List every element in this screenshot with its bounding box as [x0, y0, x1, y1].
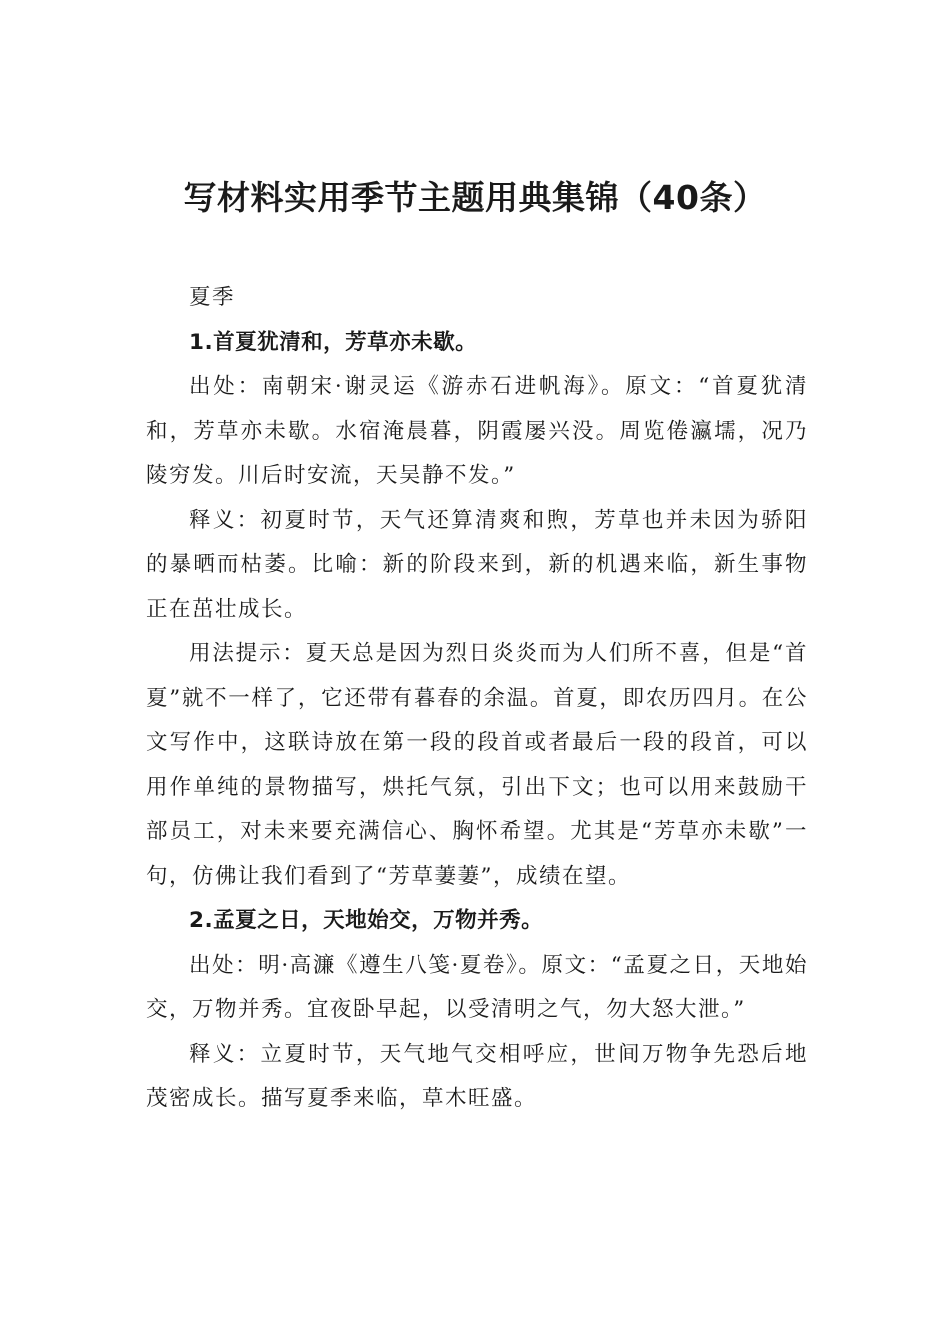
entry-source: 出处：南朝宋·谢灵运《游赤石进帆海》。原文：“首夏犹清和，芳草亦未歇。水宿淹晨暮，阴霞屡兴没。周览倦瀛壖，况乃陵穷发。川后时安流，天吴静不发。”: [146, 374, 808, 488]
entry-meaning: 释义：立夏时节，天气地气交相呼应，世间万物争先恐后地茂密成长。描写夏季来临，草木旺盛。: [146, 1041, 808, 1111]
season-label: 夏季: [189, 285, 236, 310]
document-title: 写材料实用季节主题用典集锦（40条）: [183, 178, 767, 217]
entry-source: 出处：明·高濂《遵生八笺·夏卷》。原文：“孟夏之日，天地始交，万物并秀。宜夜卧早起，以受清明之气，勿大怒大泄。”: [146, 952, 808, 1022]
document-body: [146, 276, 808, 1122]
entry-heading: 1.首夏犹清和，芳草亦未歇。: [189, 329, 478, 355]
entry-heading: 2.孟夏之日，天地始交，万物并秀。: [189, 908, 544, 933]
entry-meaning: 释义：初夏时节，天气还算清爽和煦，芳草也并未因为骄阳的暴晒而枯萎。比喻：新的阶段来到，新的机遇来临，新生事物正在茁壮成长。: [146, 507, 808, 622]
entry-usage: 用法提示：夏天总是因为烈日炎炎而为人们所不喜，但是“首夏”就不一样了，它还带有暮春的余温。首夏，即农历四月。在公文写作中，这联诗放在第一段的段首或者最后一段的段首，可以用作单纯的景物描写，烘托气氛，引出下文；也可以用来鼓励干部员工，对未来要充满信心、胸怀希望。尤其是“芳草亦未歇”一句，仿佛让我们看到了“芳草萋萋”，成绩在望。: [146, 641, 808, 889]
